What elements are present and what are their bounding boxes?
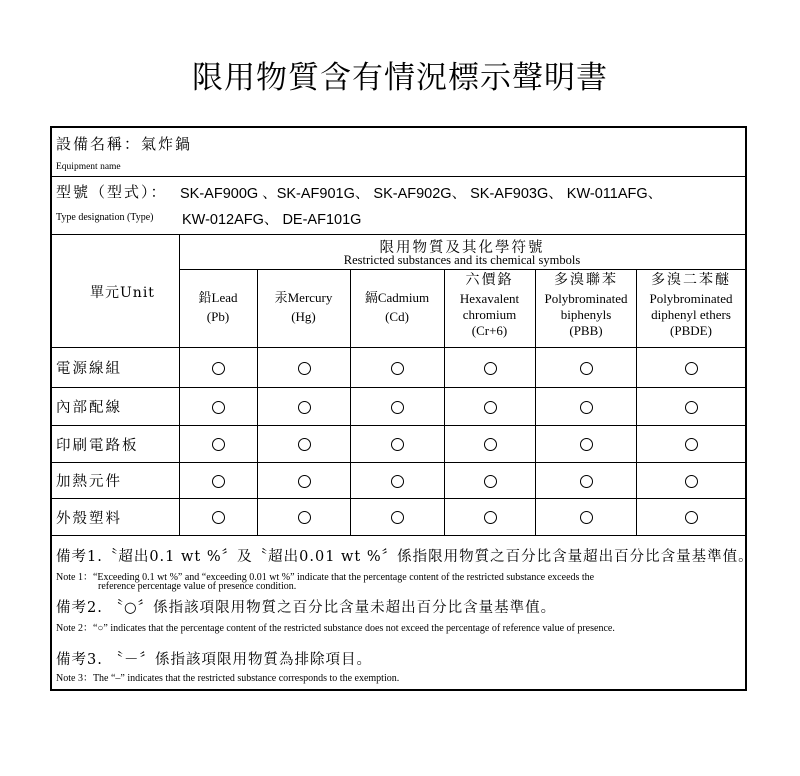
row-label: 加熱元件: [56, 474, 122, 490]
col-name: 鉛Lead: [198, 290, 238, 305]
col-name: Polybrominated: [544, 291, 628, 306]
presence-mark: [212, 438, 225, 451]
row-label: 外殼塑料: [56, 511, 122, 527]
type-label-zh: 型號（型式）：: [56, 183, 168, 201]
col-name: Hexavalent: [459, 291, 520, 306]
presence-mark: [580, 401, 593, 414]
page-title: 限用物質含有情況標示聲明書: [192, 60, 608, 96]
presence-mark: [484, 438, 497, 451]
type-models-line1: SK-AF900G 、SK-AF901G、 SK-AF902G、 SK-AF903G、 KW-011AFG、: [180, 186, 663, 202]
col-name: 鎘Cadmium: [364, 290, 430, 305]
table-bottom-line: [52, 535, 745, 536]
table-col-line: [179, 234, 180, 535]
divider: [52, 176, 745, 177]
col-symbol: (Hg): [291, 309, 316, 324]
col-symbol: (Cr+6): [471, 323, 508, 338]
presence-mark: [685, 475, 698, 488]
group-header-en: Restricted substances and its chemical symbols: [343, 253, 581, 267]
unit-header: 單元Unit: [90, 285, 155, 301]
col-header-lead: [179, 290, 257, 325]
equipment-label-zh: 設備名稱：氣炸鍋: [56, 135, 193, 153]
presence-mark: [298, 438, 311, 451]
col-header-pbb: [536, 272, 636, 339]
note1-en: Note 1：“Exceeding 0.1 wt %” and “exceeding 0.01 wt %” indicate that the percentage content of the restricted substance exceeds the: [56, 572, 595, 583]
type-models-line2: KW-012AFG、 DE-AF101G: [182, 212, 362, 228]
note2-zh: 備考2. 〝○〞係指該項限用物質之百分比含量未超出百分比含量基準值。: [56, 600, 557, 616]
presence-mark: [484, 362, 497, 375]
col-zh: 多溴二苯醚: [651, 272, 731, 288]
presence-mark: [212, 362, 225, 375]
note3-zh: 備考3. 〝－〞係指該項限用物質為排除項目。: [56, 652, 372, 668]
row-label: 電源線組: [56, 361, 122, 377]
presence-mark: [298, 401, 311, 414]
row-label: 內部配線: [56, 400, 122, 416]
presence-mark: [685, 511, 698, 524]
presence-mark: [298, 362, 311, 375]
presence-mark: [685, 401, 698, 414]
presence-mark: [212, 401, 225, 414]
presence-mark: [391, 511, 404, 524]
col-header-mercury: [257, 290, 350, 325]
presence-mark: [580, 475, 593, 488]
presence-mark: [484, 475, 497, 488]
presence-mark: [580, 511, 593, 524]
presence-mark: [484, 511, 497, 524]
table-row-line: [52, 347, 745, 348]
presence-mark: [685, 362, 698, 375]
table-row-line: [52, 498, 745, 499]
col-zh: 多溴聯苯: [554, 272, 618, 288]
col-name2: diphenyl ethers: [651, 307, 731, 322]
col-symbol: (PBDE): [670, 323, 712, 338]
col-zh: 六價鉻: [465, 272, 514, 288]
table-row-line: [52, 425, 745, 426]
col-header-cadmium: [350, 290, 444, 325]
declaration-frame: [50, 126, 754, 691]
col-header-chromium: [444, 272, 535, 339]
col-name: 汞Mercury: [274, 290, 333, 305]
table-row-line: [52, 387, 745, 388]
presence-mark: [580, 362, 593, 375]
presence-mark: [685, 438, 698, 451]
presence-mark: [391, 401, 404, 414]
note1-en-cont: reference percentage value of presence condition.: [98, 581, 297, 592]
presence-mark: [391, 362, 404, 375]
col-symbol: (Pb): [206, 309, 230, 324]
type-label-en: Type designation (Type): [56, 212, 154, 223]
col-symbol: (PBB): [569, 323, 603, 338]
presence-mark: [484, 401, 497, 414]
equipment-label-en: Equipment name: [56, 162, 121, 172]
presence-mark: [212, 475, 225, 488]
presence-mark: [391, 475, 404, 488]
presence-mark: [580, 438, 593, 451]
note1-zh: 備考1.〝超出0.1 wt %〞及〝超出0.01 wt %〞係指限用物質之百分比含量超出百分比含量基準值。: [56, 549, 754, 565]
col-name: Polybrominated: [649, 291, 733, 306]
group-header-zh: 限用物質及其化學符號: [379, 240, 545, 256]
note2-en: Note 2：“○” indicates that the percentage content of the restricted substance does not exceed the percentage of reference value of presence.: [56, 623, 615, 634]
col-header-pbde: [637, 272, 745, 339]
group-header-line: [179, 269, 745, 270]
presence-mark: [298, 511, 311, 524]
col-symbol: (Cd): [385, 309, 409, 324]
col-name2: chromium: [462, 307, 517, 322]
note3-en: Note 3：The “–” indicates that the restricted substance corresponds to the exemption.: [56, 673, 400, 684]
col-name2: biphenyls: [560, 307, 612, 322]
presence-mark: [212, 511, 225, 524]
table-row-line: [52, 462, 745, 463]
presence-mark: [298, 475, 311, 488]
presence-mark: [391, 438, 404, 451]
table-top-line: [52, 234, 745, 235]
row-label: 印刷電路板: [56, 438, 139, 454]
